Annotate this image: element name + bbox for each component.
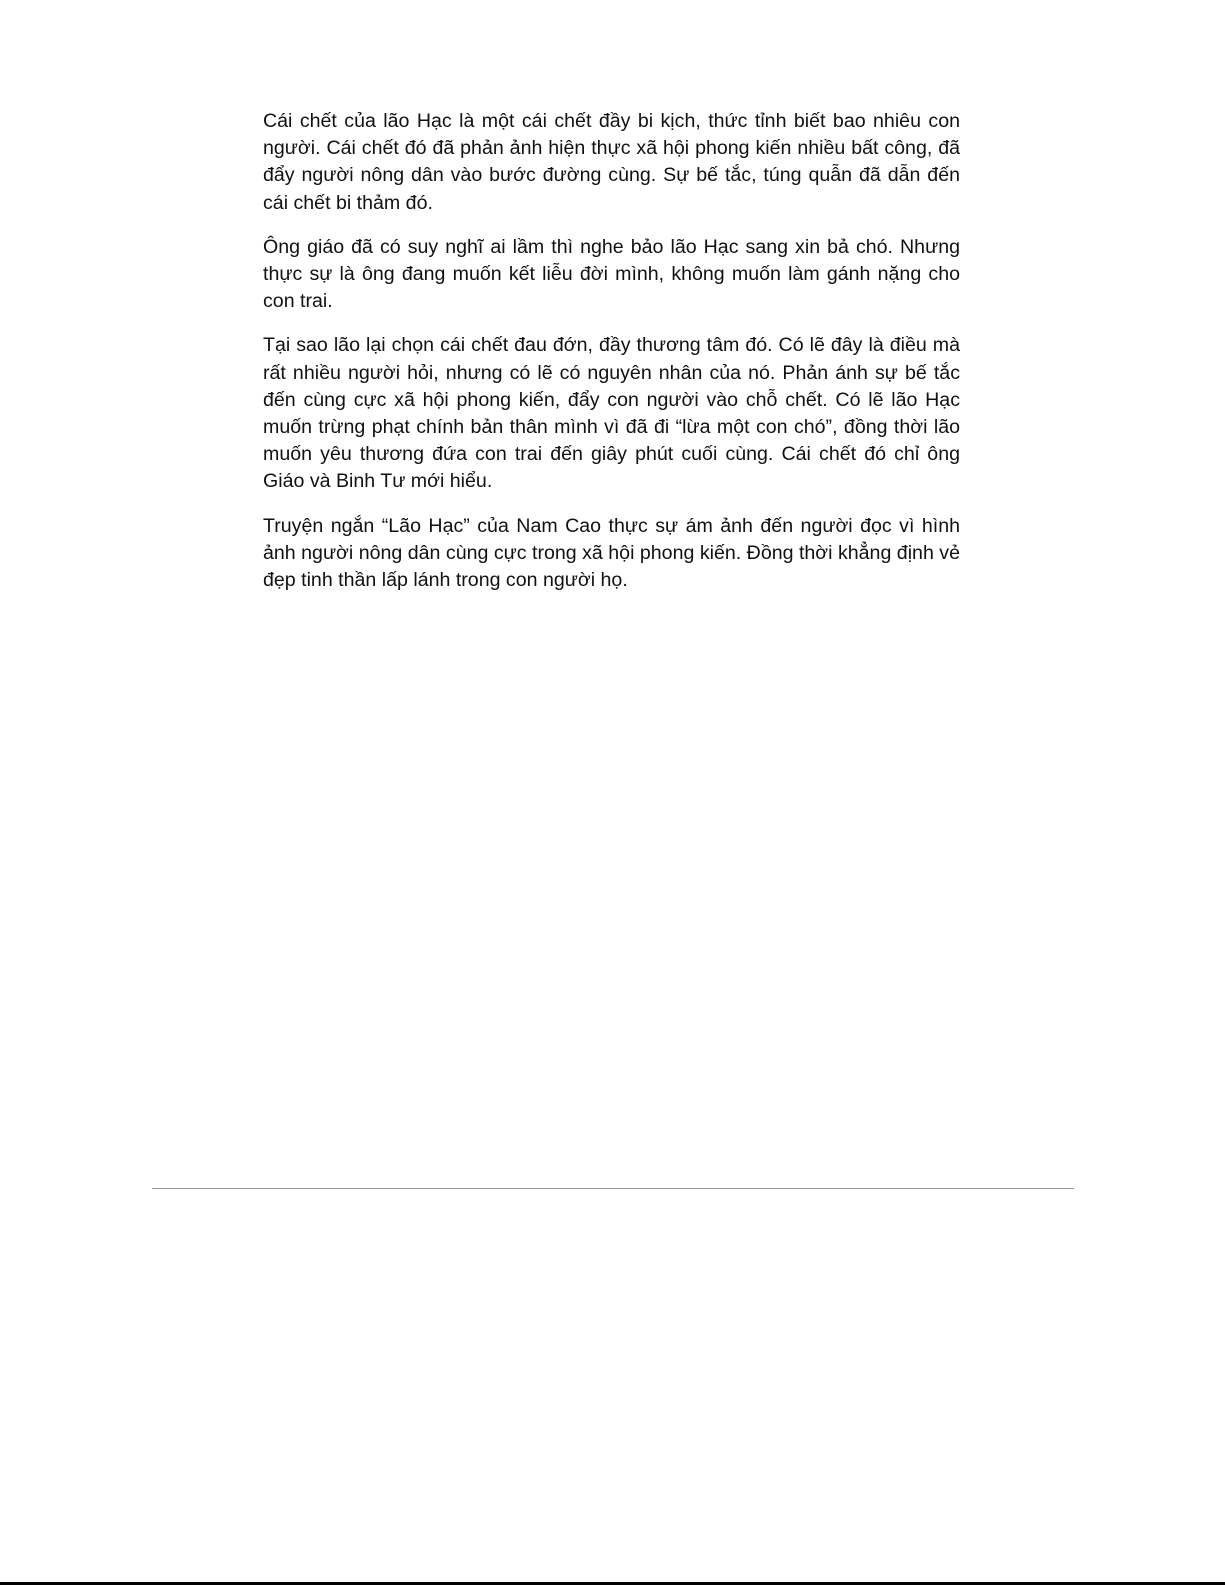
paragraph-1: Cái chết của lão Hạc là một cái chết đầy bi kịch, thức tỉnh biết bao nhiêu con người. Cái chết đó đã phản ảnh hiện thực xã hội phong kiến nhiều bất công, đã đẩy người nông dân vào bước đường cùng. Sự bế tắc, túng quẫn đã dẫn đến cái chết bi thảm đó. xyxy=(263,110,960,214)
document-body xyxy=(263,108,960,611)
paragraph-2: Ông giáo đã có suy nghĩ ai lầm thì nghe bảo lão Hạc sang xin bả chó. Nhưng thực sự là ông đang muốn kết liễu đời mình, không muốn làm gánh nặng cho con trai. xyxy=(263,235,960,313)
paragraph-4: Truyện ngắn “Lão Hạc” của Nam Cao thực sự ám ảnh đến người đọc vì hình ảnh người nông dân cùng cực trong xã hội phong kiến. Đồng thời khẳng định vẻ đẹp tinh thần lấp lánh trong con người họ. xyxy=(263,514,960,592)
paragraph-3: Tại sao lão lại chọn cái chết đau đớn, đầy thương tâm đó. Có lẽ đây là điều mà rất nhiều người hỏi, nhưng có lẽ có nguyên nhân của nó. Phản ánh sự bế tắc đến cùng cực xã hội phong kiến, đẩy con người vào chỗ chết. Có lẽ lão Hạc muốn trừng phạt chính bản thân mình vì đã đi “lừa một con chó”, đồng thời lão muốn yêu thương đứa con trai đến giây phút cuối cùng. Cái chết đó chỉ ông Giáo và Binh Tư mới hiểu. xyxy=(263,334,960,493)
footer-divider xyxy=(152,1188,1074,1189)
